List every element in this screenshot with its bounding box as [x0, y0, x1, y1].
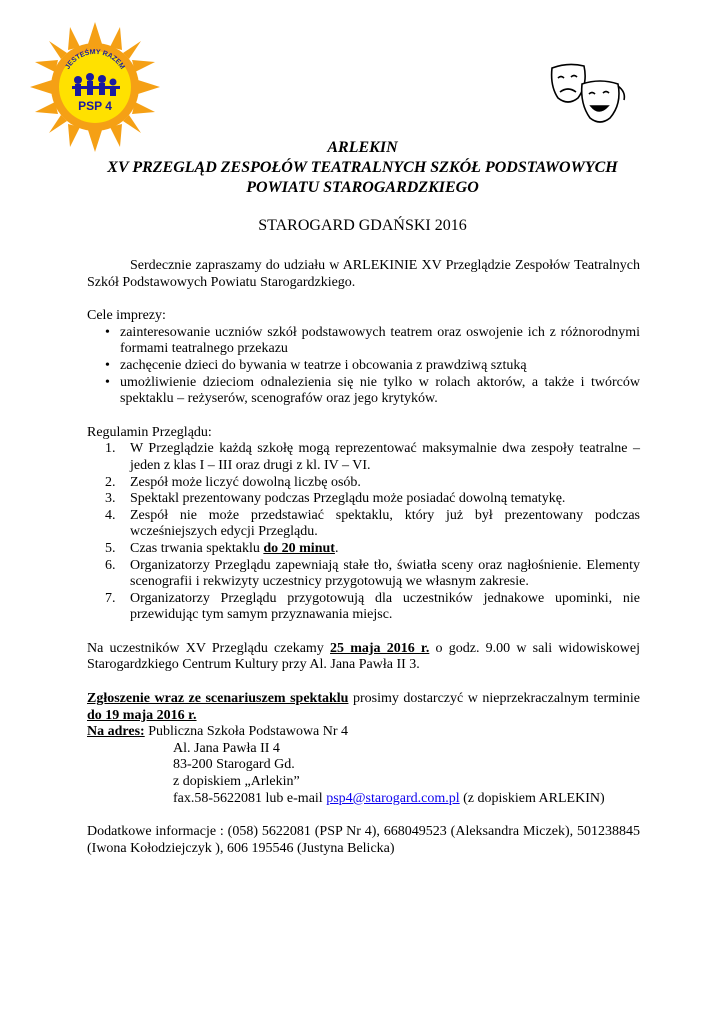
address-label: Na adres:: [87, 724, 145, 740]
school-logo: [30, 22, 160, 152]
intro-paragraph: Serdecznie zapraszamy do udziału w ARLEKINIE XV Przeglądzie Zespołów Teatralnych Szkół Podstawowych Powiatu Starogardzkiego.: [87, 258, 640, 290]
list-item: 5. Czas trwania spektaklu do 20 minut.: [105, 540, 339, 556]
document-body: [87, 258, 640, 857]
logo-top-text: JESTEŚMY RAZEM: [64, 48, 126, 71]
submission-paragraph: Zgłoszenie wraz ze scenariuszem spektaklu prosimy dostarczyć w nieprzekraczalnym terminie do 19 maja 2016 r.: [87, 691, 640, 723]
list-item: 1. W Przeglądzie każdą szkołę mogą reprezentować maksymalnie dwa zespoły teatralne – jeden z klas I – III oraz drugi z kl. IV – VI.: [105, 441, 640, 473]
address-line: z dopiskiem „Arlekin”: [173, 774, 300, 790]
list-item: • zachęcenie dzieci do bywania w teatrze i obcowania z prawdziwą sztuką: [87, 358, 640, 375]
email-link[interactable]: psp4@starogard.com.pl: [326, 790, 460, 806]
event-name: ARLEKIN: [327, 139, 398, 156]
rules-title: Regulamin Przeglądu:: [87, 424, 212, 440]
theatre-masks-icon: [548, 62, 628, 128]
submission-deadline: do 19 maja 2016 r.: [87, 707, 197, 723]
duration-limit: do 20 minut: [263, 540, 335, 556]
goals-list: [87, 325, 640, 408]
fax-email-line: fax.58-5622081 lub e-mail psp4@starogard.com.pl (z dopiskiem ARLEKIN): [173, 790, 605, 806]
list-item: • umożliwienie dzieciom odnalezienia się nie tylko w rolach aktorów, a także i twórców spektaklu – reżyserów, scenografów oraz jego krytyków.: [87, 375, 640, 408]
logo-bottom-text: PSP 4: [78, 99, 112, 113]
event-subtitle: POWIATU STAROGARDZKIEGO: [246, 179, 479, 196]
list-item: 3. Spektakl prezentowany podczas Przeglądu może posiadać dowolną tematykę.: [105, 491, 566, 507]
address-line: Na adres: Publiczna Szkoła Podstawowa Nr 4: [87, 724, 349, 740]
city-year: STAROGARD GDAŃSKI 2016: [258, 217, 467, 234]
address-line: Al. Jana Pawła II 4: [173, 740, 280, 756]
event-date: 25 maja 2016 r.: [330, 640, 430, 656]
list-item: 4. Zespół nie może przedstawiać spektaklu, który już był prezentowany podczas wcześniejszych edycji Przeglądu.: [105, 507, 640, 540]
address-line: 83-200 Starogard Gd.: [173, 757, 295, 773]
rules-list: [87, 441, 640, 624]
goals-title: Cele imprezy:: [87, 308, 166, 324]
list-item: 7. Organizatorzy Przeglądu przygotowują dla uczestników jednakowe upominki, nie przewidując tym samym przyznawania miejsc.: [105, 590, 640, 623]
event-title: XV PRZEGLĄD ZESPOŁÓW TEATRALNYCH SZKÓŁ PODSTAWOWYCH: [107, 159, 618, 176]
contact-paragraph: Dodatkowe informacje : (058) 5622081 (PSP Nr 4), 668049523 (Aleksandra Miczek), 501238845 (Iwona Kołodziejczyk ), 606 195546 (Justyna Belicka): [87, 824, 640, 856]
list-item: 6. Organizatorzy Przeglądu zapewniają stałe tło, światła sceny oraz nagłośnienie. Elementy scenografii i rekwizyty uczestnicy przygotowują we własnym zakresie.: [105, 557, 640, 590]
list-item: • zainteresowanie uczniów szkół podstawowych teatrem oraz oswojenie ich z różnorodnymi formami teatralnego przekazu: [87, 325, 640, 358]
list-item: 2. Zespół może liczyć dowolną liczbę osób.: [105, 474, 361, 490]
address-block: [87, 741, 640, 807]
document-header: [0, 138, 725, 198]
submission-heading: Zgłoszenie wraz ze scenariuszem spektaklu: [87, 691, 349, 707]
event-info-paragraph: Na uczestników XV Przeglądu czekamy 25 maja 2016 r. o godz. 9.00 w sali widowiskowej Starogardzkiego Centrum Kultury przy Al. Jana Pawła II 3.: [87, 640, 640, 673]
